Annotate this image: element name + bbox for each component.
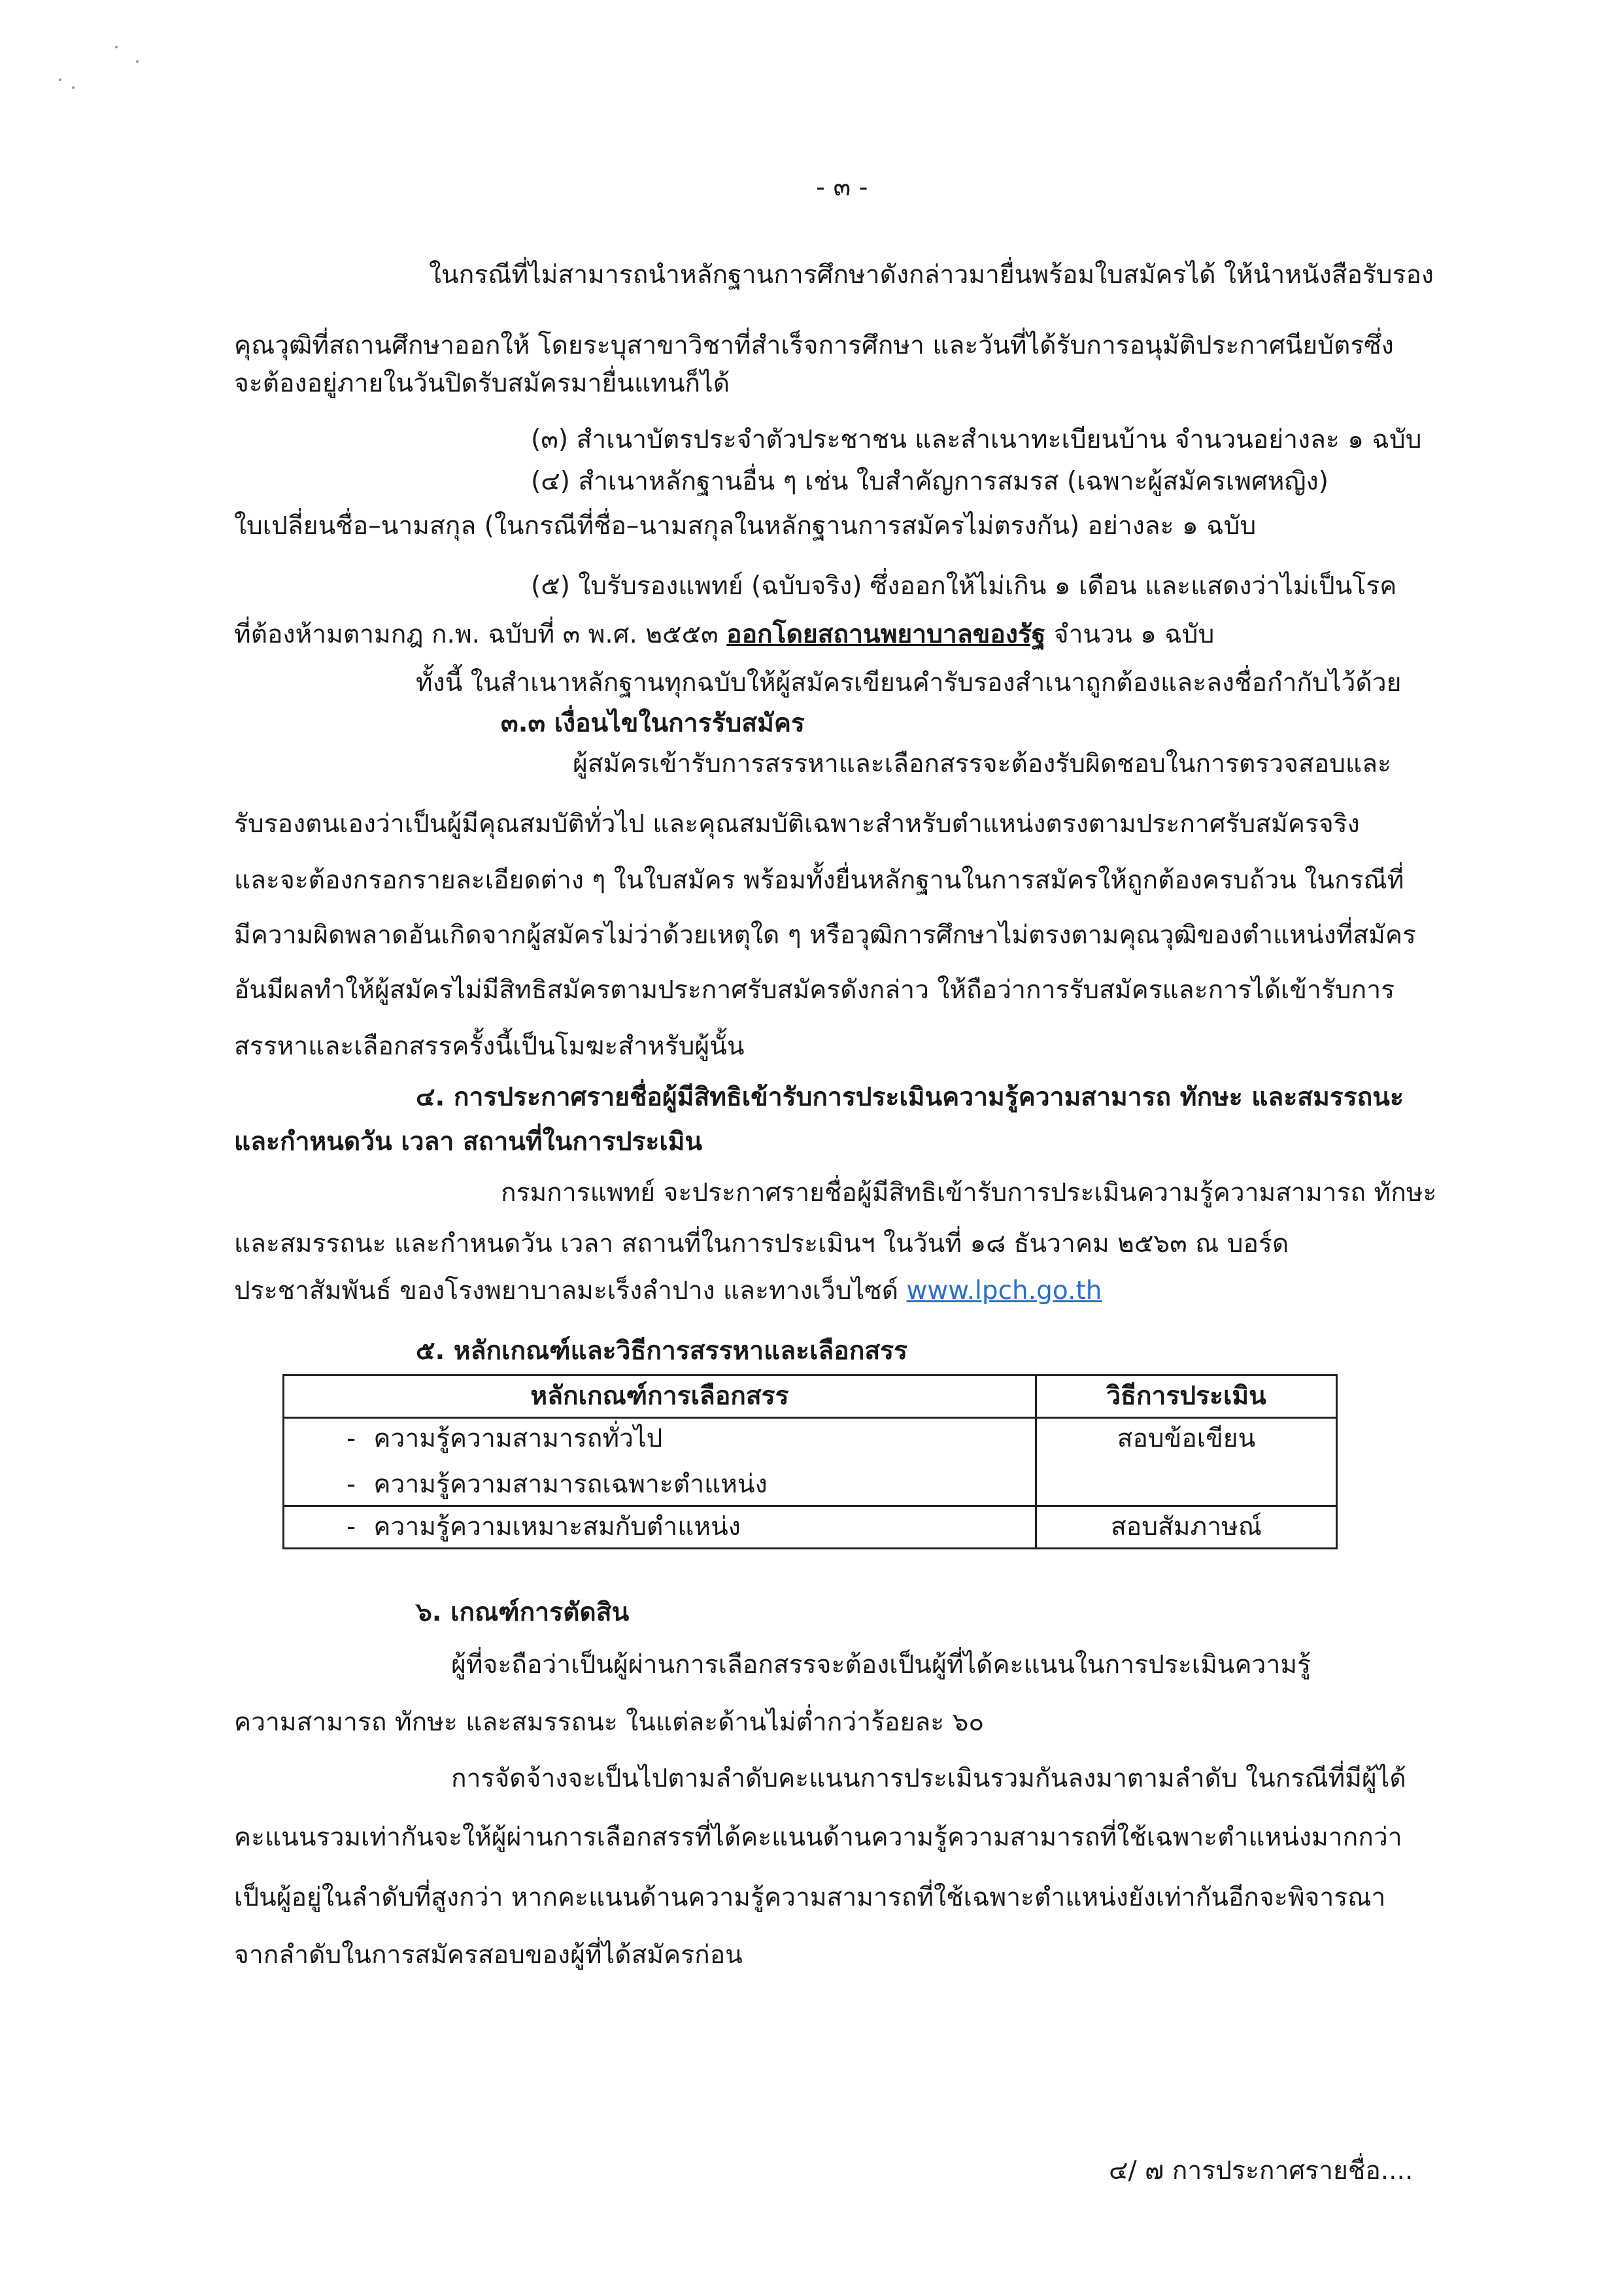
section-6-p1-line-2: ความสามารถ ทักษะ และสมรรถนะ ในแต่ละด้านไม่ต่ำกว่าร้อยละ ๖๐ [234, 1708, 985, 1737]
criteria-item [337, 1511, 1026, 1543]
section-6-p1-line-1: ผู้ที่จะถือว่าเป็นผู้ผ่านการเลือกสรรจะต้องเป็นผู้ที่ได้คะแนนในการประเมินความรู้ [451, 1650, 1311, 1679]
section-4-line-3-text: ประชาสัมพันธ์ ของโรงพยาบาลมะเร็งลำปาง และทางเว็บไซด์ [234, 1276, 907, 1306]
section-3-3-heading: ๓.๓ เงื่อนไขในการรับสมัคร [501, 709, 805, 738]
copy-certification-note: ทั้งนี้ ในสำเนาหลักฐานทุกฉบับให้ผู้สมัครเขียนคำรับรองสำเนาถูกต้องและลงชื่อกำกับไว้ด้วย [416, 668, 1402, 698]
table-cell-criteria [284, 1506, 1036, 1549]
website-link[interactable]: www.lpch.go.th [906, 1276, 1102, 1306]
item-5-line-2 [234, 618, 1214, 651]
table-cell-method: สอบข้อเขียน [1036, 1418, 1337, 1506]
criteria-item [337, 1468, 1026, 1501]
scan-speck [115, 46, 118, 48]
criteria-item [337, 1423, 1026, 1455]
criteria-text: ความรู้ความสามารถเฉพาะตำแหน่ง [373, 1470, 768, 1499]
scan-speck [72, 86, 75, 89]
item-4-line-2: ใบเปลี่ยนชื่อ–นามสกุล (ในกรณีที่ชื่อ–นามสกุลในหลักฐานการสมัครไม่ตรงกัน) อย่างละ ๑ ฉบับ [234, 511, 1257, 541]
section-4-heading-line-2: และกำหนดวัน เวลา สถานที่ในการประเมิน [234, 1127, 703, 1156]
criteria-table [282, 1374, 1338, 1549]
bullet-dash: - [346, 1424, 356, 1453]
table-header-criteria: หลักเกณฑ์การเลือกสรร [284, 1375, 1036, 1418]
table-cell-method: สอบสัมภาษณ์ [1036, 1506, 1337, 1549]
table-row [284, 1418, 1337, 1506]
section-5-heading: ๕. หลักเกณฑ์และวิธีการสรรหาและเลือกสรร [416, 1336, 908, 1366]
item-5-line-1: (๕) ใบรับรองแพทย์ (ฉบับจริง) ซึ่งออกให้ไม่เกิน ๑ เดือน และแสดงว่าไม่เป็นโรค [531, 571, 1397, 601]
bullet-dash: - [346, 1512, 356, 1542]
criteria-text: ความรู้ความสามารถทั่วไป [373, 1424, 663, 1453]
evidence-para-line-3: จะต้องอยู่ภายในวันปิดรับสมัครมายื่นแทนก็ได้ [234, 369, 730, 398]
section-6-p2-line-2: คะแนนรวมเท่ากันจะให้ผู้ผ่านการเลือกสรรที่ได้คะแนนด้านความรู้ความสามารถที่ใช้เฉพาะตำแหน่งมากกว่า [234, 1823, 1402, 1852]
table-header-method: วิธีการประเมิน [1036, 1375, 1337, 1418]
section-6-p2-line-4: จากลำดับในการสมัครสอบของผู้ที่ได้สมัครก่อน [234, 1940, 743, 1970]
table-row [284, 1506, 1337, 1549]
section-6-p2-line-3: เป็นผู้อยู่ในลำดับที่สูงกว่า หากคะแนนด้านความรู้ความสามารถที่ใช้เฉพาะตำแหน่งยังเท่ากันอีกจะพิจารณา [234, 1883, 1386, 1912]
section-3-3-line-6: สรรหาและเลือกสรรครั้งนี้เป็นโมฆะสำหรับผู้นั้น [234, 1032, 745, 1061]
section-4-line-3 [234, 1275, 1102, 1307]
section-4-heading-line-1: ๔. การประกาศรายชื่อผู้มีสิทธิเข้ารับการประเมินความรู้ความสามารถ ทักษะ และสมรรถนะ [416, 1083, 1404, 1112]
section-3-3-line-3: และจะต้องกรอกรายละเอียดต่าง ๆ ในใบสมัคร พร้อมทั้งยื่นหลักฐานในการสมัครให้ถูกต้องครบถ้วน ในกรณีที่ [234, 866, 1404, 895]
section-4-line-2: และสมรรถนะ และกำหนดวัน เวลา สถานที่ในการประเมินฯ ในวันที่ ๑๘ ธันวาคม ๒๕๖๓ ณ บอร์ด [234, 1229, 1289, 1258]
scan-speck [136, 60, 139, 63]
item-5-count: จำนวน ๑ ฉบับ [1045, 620, 1215, 649]
section-6-p2-line-1: การจัดจ้างจะเป็นไปตามลำดับคะแนนการประเมินรวมกันลงมาตามลำดับ ในกรณีที่มีผู้ได้ [451, 1764, 1406, 1793]
item-4-line-1: (๔) สำเนาหลักฐานอื่น ๆ เช่น ใบสำคัญการสมรส (เฉพาะผู้สมัครเพศหญิง) [531, 467, 1328, 496]
evidence-para-line-2: คุณวุฒิที่สถานศึกษาออกให้ โดยระบุสาขาวิชาที่สำเร็จการศึกษา และวันที่ได้รับการอนุมัติประกาศนียบัตรซึ่ง [234, 331, 1394, 360]
page-number: - ๓ - [816, 173, 868, 202]
table-header-row [284, 1375, 1337, 1418]
section-6-heading: ๖. เกณฑ์การตัดสิน [416, 1598, 630, 1627]
table-cell-criteria [284, 1418, 1036, 1506]
continuation-note: ๔/ ๗ การประกาศรายชื่อ.... [1109, 2156, 1413, 2185]
evidence-para-line-1: ในกรณีที่ไม่สามารถนำหลักฐานการศึกษาดังกล่าวมายื่นพร้อมใบสมัครได้ ให้นำหนังสือรับรอง [429, 260, 1434, 290]
section-3-3-line-5: อันมีผลทำให้ผู้สมัครไม่มีสิทธิสมัครตามประกาศรับสมัครดังกล่าว ให้ถือว่าการรับสมัครและการได้เข้ารับการ [234, 975, 1395, 1005]
item-5-text: ที่ต้องห้ามตามกฎ ก.พ. ฉบับที่ ๓ พ.ศ. ๒๕๕๓ [234, 620, 727, 649]
criteria-text: ความรู้ความเหมาะสมกับตำแหน่ง [373, 1512, 741, 1542]
item-3: (๓) สำเนาบัตรประจำตัวประชาชน และสำเนาทะเบียนบ้าน จำนวนอย่างละ ๑ ฉบับ [531, 425, 1422, 454]
section-3-3-line-2: รับรองตนเองว่าเป็นผู้มีคุณสมบัติทั่วไป และคุณสมบัติเฉพาะสำหรับตำแหน่งตรงตามประกาศรับสมัครจริง [234, 809, 1360, 839]
section-3-3-line-1: ผู้สมัครเข้ารับการสรรหาและเลือกสรรจะต้องรับผิดชอบในการตรวจสอบและ [573, 749, 1391, 779]
scan-speck [59, 78, 61, 81]
item-5-issuer-note: ออกโดยสถานพยาบาลของรัฐ [726, 620, 1046, 649]
section-3-3-line-4: มีความผิดพลาดอันเกิดจากผู้สมัครไม่ว่าด้วยเหตุใด ๆ หรือวุฒิการศึกษาไม่ตรงตามคุณวุฒิของตำแหน่งที่สมัคร [234, 920, 1416, 950]
bullet-dash: - [346, 1470, 356, 1499]
section-4-line-1: กรมการแพทย์ จะประกาศรายชื่อผู้มีสิทธิเข้ารับการประเมินความรู้ความสามารถ ทักษะ [501, 1178, 1437, 1207]
